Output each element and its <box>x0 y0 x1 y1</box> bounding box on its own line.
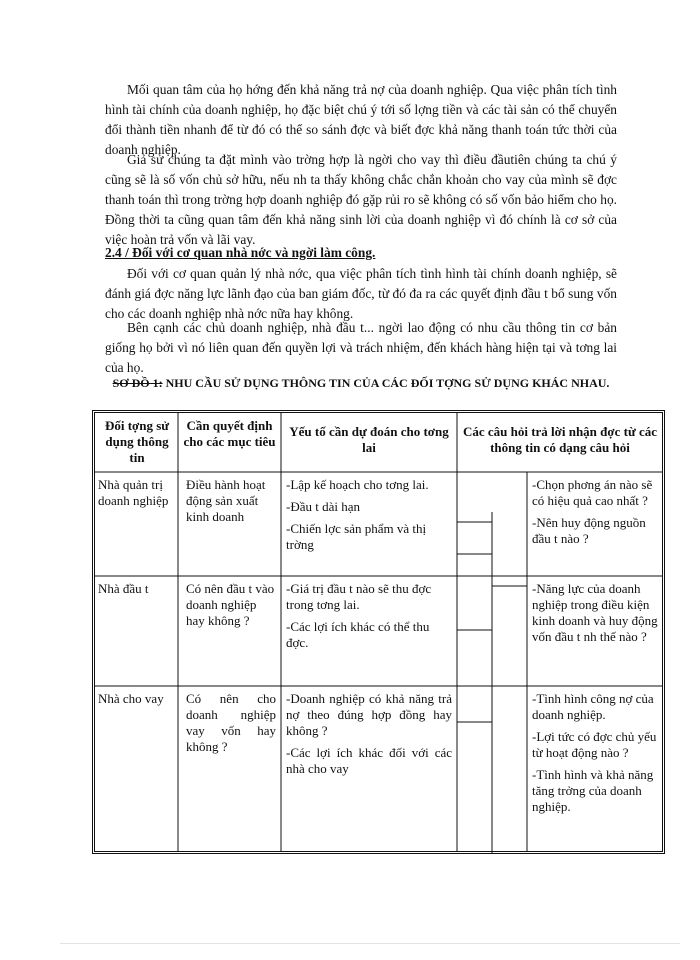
diagram-caption-prefix: SƠ ĐỒ 1: <box>112 376 163 390</box>
page-footer-rule <box>60 943 680 944</box>
factor-item: -Lập kế hoạch cho tơng lai. <box>286 477 429 492</box>
header-decisions: Cần quyết định cho các mục tiêu <box>183 418 276 449</box>
factor-item: -Các lợi ích khác có thể thu đợc. <box>286 619 430 650</box>
row-lender-questions <box>532 691 660 821</box>
question-item: -Tình hình công nợ của doanh nghiệp. <box>532 691 654 722</box>
question-item: -Năng lực của doanh nghiệp trong điều kiện kinh doanh và huy động vốn đầu t nh thế nào ? <box>532 581 658 644</box>
row-investor-questions <box>532 581 660 651</box>
row-lender-factors <box>286 691 452 783</box>
factor-item: -Doanh nghiệp có khả năng trả nợ theo đúng hợp đồng hay không ? <box>286 691 452 738</box>
diagram-caption-text: NHU CẦU SỬ DỤNG THÔNG TIN CỦA CÁC ĐỐI TỢNG SỬ DỤNG KHÁC NHAU. <box>162 376 610 390</box>
row-manager-questions <box>532 477 660 553</box>
header-questions: Các câu hỏi trả lời nhận đợc từ các thông tin có dạng câu hỏi <box>462 424 658 455</box>
row-investor-factors <box>286 581 452 657</box>
row-manager-factors <box>286 477 452 559</box>
factor-item: -Đầu t dài hạn <box>286 499 361 514</box>
row-manager-user: Nhà quản trị doanh nghiệp <box>98 477 169 508</box>
paragraph-employees: Bên cạnh các chủ doanh nghiệp, nhà đầu t... ngời lao động có nhu cầu thông tin cơ bản giống họ bởi vì nó liên quan đến quyền lợi và trách nhiệm, đến khách hàng hiện tại và tơng lai của họ. <box>105 320 617 375</box>
factor-item: -Giá trị đầu t nào sẽ thu đợc trong tơng lai. <box>286 581 432 612</box>
diagram-caption <box>105 376 617 391</box>
paragraph-lender-perspective: Giả sử chúng ta đặt mình vào trờng hợp là ngời cho vay thì điều đầutiên chúng ta chú ý cũng sẽ là số vốn chủ sở hữu, nếu nh ta thấy không chắc chắn khoản cho vay của mình sẽ đợc thanh toán thì trong trờng hợp doanh nghiệp đó gặp rủi ro sẽ không có số vốn bảo hiểm cho họ. Đồng thời ta cũng quan tâm đến khả năng sinh lời của doanh nghiệp vì đó chính là cơ sở của việc hoàn trả vốn và lãi vay. <box>105 152 617 247</box>
question-item: -Chọn phơng án nào sẽ có hiệu quả cao nhất ? <box>532 477 653 508</box>
header-users: Đối tợng sử dụng thông tin <box>104 418 170 465</box>
question-item: -Tình hình và khả năng tăng trởng của doanh nghiệp. <box>532 767 654 814</box>
question-item: -Lợi tức có đợc chủ yếu từ hoạt động nào ? <box>532 729 657 760</box>
section-heading: 2.4 / Đối với cơ quan nhà nớc và ngời làm công. <box>105 245 376 260</box>
row-manager-decision: Điều hành hoạt động sản xuất kinh doanh <box>186 477 266 524</box>
row-lender-user: Nhà cho vay <box>98 691 164 706</box>
question-item: -Nên huy động nguồn đầu t nào ? <box>532 515 646 546</box>
factor-item: -Các lợi ích khác đối với các nhà cho vay <box>286 745 452 776</box>
row-investor-user: Nhà đầu t <box>98 581 149 596</box>
paragraph-state-agency: Đối với cơ quan quản lý nhà nớc, qua việc phân tích tình hình tài chính doanh nghiệp, sẽ đánh giá đợc năng lực lãnh đạo của ban giám đốc, từ đó đa ra các quyết định đầu t bổ sung vốn cho các doanh nghiệp nhà nớc nữa hay không. <box>105 266 617 321</box>
paragraph-lender-concern: Mối quan tâm của họ hớng đến khả năng trả nợ của doanh nghiệp. Qua việc phân tích tình hình tài chính của doanh nghiệp, họ đặc biệt chú ý tới số lợng tiền và các tài sản có thể chuyển đổi thành tiền nhanh để từ đó có thể so sánh đợc và biết đợc khả năng thanh toán tức thời của doanh nghiệp. <box>105 82 617 157</box>
factor-item: -Chiến lợc sản phẩm và thị trờng <box>286 521 427 552</box>
header-factors: Yếu tố cần dự đoán cho tơng lai <box>289 424 449 455</box>
row-lender-decision: Có nên cho doanh nghiệp vay vốn hay không ? <box>186 691 276 754</box>
row-investor-decision: Có nên đầu t vào doanh nghiệp hay không ? <box>186 581 275 628</box>
information-needs-diagram <box>92 410 665 854</box>
